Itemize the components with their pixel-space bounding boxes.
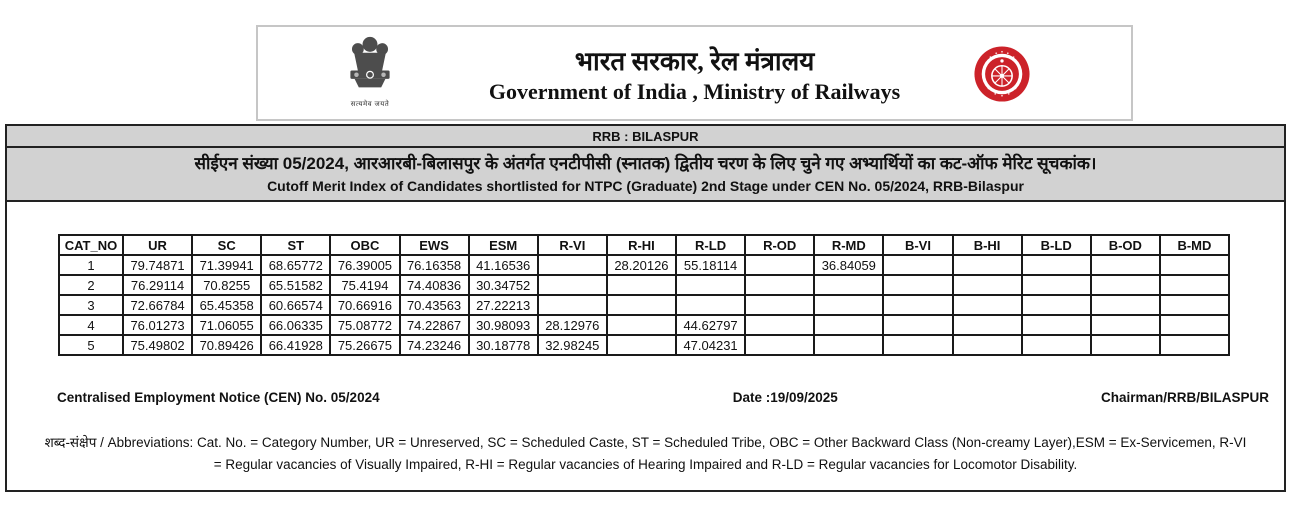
abbreviations [27, 432, 1264, 476]
table-cell: 32.98245 [538, 335, 607, 355]
table-cell: 76.16358 [400, 255, 469, 275]
column-header-R-MD: R-MD [814, 235, 883, 255]
table-row [59, 295, 1229, 315]
table-cell [1091, 275, 1160, 295]
table-cell [1091, 295, 1160, 315]
column-header-ESM: ESM [469, 235, 538, 255]
table-cell: 1 [59, 255, 123, 275]
table-cell: 4 [59, 315, 123, 335]
column-header-ST: ST [261, 235, 330, 255]
table-cell [538, 295, 607, 315]
table-cell: 36.84059 [814, 255, 883, 275]
table-cell: 47.04231 [676, 335, 745, 355]
table-cell: 5 [59, 335, 123, 355]
chairman-label: Chairman/RRB/BILASPUR [1100, 390, 1269, 405]
date-label: Date :19/09/2025 [732, 390, 838, 405]
column-header-R-VI: R-VI [538, 235, 607, 255]
table-cell [607, 275, 676, 295]
table-cell [607, 315, 676, 335]
table-cell [814, 295, 883, 315]
table-cell: 75.26675 [330, 335, 399, 355]
table-cell: 76.39005 [330, 255, 399, 275]
table-cell: 68.65772 [261, 255, 330, 275]
column-header-EWS: EWS [400, 235, 469, 255]
table-cell [1091, 335, 1160, 355]
cutoff-table-wrap [58, 234, 1230, 356]
table-cell [745, 315, 814, 335]
govt-header [256, 25, 1133, 121]
notice-title [7, 148, 1284, 202]
table-cell [676, 295, 745, 315]
column-header-OBC: OBC [330, 235, 399, 255]
table-cell: 44.62797 [676, 315, 745, 335]
table-cell [953, 335, 1022, 355]
column-header-B-LD: B-LD [1022, 235, 1091, 255]
table-cell [953, 315, 1022, 335]
table-cell: 70.43563 [400, 295, 469, 315]
table-cell: 30.34752 [469, 275, 538, 295]
table-cell [745, 295, 814, 315]
column-header-R-OD: R-OD [745, 235, 814, 255]
table-cell [814, 275, 883, 295]
table-cell: 76.01273 [123, 315, 192, 335]
table-cell [1022, 255, 1091, 275]
table-cell [883, 275, 952, 295]
abbreviations-line1: शब्द-संक्षेप / Abbreviations: Cat. No. = Category Number, UR = Unreserved, SC = Scheduled Caste, ST = Scheduled Tribe, OBC = Other Backward Class (Non-creamy Layer),ESM = Ex-Servicemen, R-VI [44, 435, 1247, 450]
table-cell [1160, 315, 1229, 335]
table-cell: 71.06055 [192, 315, 261, 335]
table-cell [1091, 255, 1160, 275]
table-cell: 66.06335 [261, 315, 330, 335]
table-cell: 65.51582 [261, 275, 330, 295]
table-cell [607, 335, 676, 355]
table-row [59, 275, 1229, 295]
table-cell: 72.66784 [123, 295, 192, 315]
column-header-SC: SC [192, 235, 261, 255]
table-cell [745, 275, 814, 295]
table-cell [745, 335, 814, 355]
header-title-hindi: भारत सरकार, रेल मंत्रालय [574, 47, 815, 76]
table-cell [814, 335, 883, 355]
column-header-R-LD: R-LD [676, 235, 745, 255]
table-cell: 30.18778 [469, 335, 538, 355]
column-header-UR: UR [123, 235, 192, 255]
table-cell [1091, 315, 1160, 335]
notice-title-english: Cutoff Merit Index of Candidates shortlisted for NTPC (Graduate) 2nd Stage under CEN No. 05/2024, RRB-Bilaspur [267, 178, 1024, 194]
table-row [59, 315, 1229, 335]
column-header-R-HI: R-HI [607, 235, 676, 255]
emblem-motto: सत्यमेव जयते [350, 101, 390, 108]
table-cell [953, 295, 1022, 315]
table-cell: 3 [59, 295, 123, 315]
table-row [59, 255, 1229, 275]
table-cell [1160, 335, 1229, 355]
header-title-english: Government of India , Ministry of Railways [488, 79, 901, 104]
table-cell [1022, 295, 1091, 315]
table-cell: 74.22867 [400, 315, 469, 335]
table-cell [607, 295, 676, 315]
table-cell [745, 255, 814, 275]
abbreviations-line2: = Regular vacancies of Visually Impaired, R-HI = Regular vacancies of Hearing Impaired and R-LD = Regular vacancies for Locomotor Disability. [213, 457, 1078, 472]
table-cell: 70.66916 [330, 295, 399, 315]
table-cell [538, 275, 607, 295]
column-header-B-HI: B-HI [953, 235, 1022, 255]
table-cell [1022, 315, 1091, 335]
table-cell: 79.74871 [123, 255, 192, 275]
table-cell [883, 255, 952, 275]
cutoff-table [58, 234, 1230, 356]
table-cell [883, 295, 952, 315]
table-cell [1022, 275, 1091, 295]
table-cell: 28.12976 [538, 315, 607, 335]
table-header-row [59, 235, 1229, 255]
table-cell: 66.41928 [261, 335, 330, 355]
column-header-B-OD: B-OD [1091, 235, 1160, 255]
table-cell [883, 315, 952, 335]
table-row [59, 335, 1229, 355]
table-cell [1160, 295, 1229, 315]
table-cell: 41.16536 [469, 255, 538, 275]
table-cell: 70.8255 [192, 275, 261, 295]
table-cell: 71.39941 [192, 255, 261, 275]
table-cell [1160, 275, 1229, 295]
table-cell: 70.89426 [192, 335, 261, 355]
table-cell [953, 255, 1022, 275]
table-cell: 60.66574 [261, 295, 330, 315]
column-header-B-VI: B-VI [883, 235, 952, 255]
rrb-banner: RRB : BILASPUR [7, 126, 1284, 148]
table-cell [1022, 335, 1091, 355]
table-cell [883, 335, 952, 355]
table-cell [676, 275, 745, 295]
indian-railways-logo-icon [973, 45, 1031, 103]
table-cell [814, 315, 883, 335]
table-cell [953, 275, 1022, 295]
table-cell: 74.23246 [400, 335, 469, 355]
table-cell: 55.18114 [676, 255, 745, 275]
table-cell: 74.40836 [400, 275, 469, 295]
table-cell: 76.29114 [123, 275, 192, 295]
table-cell: 30.98093 [469, 315, 538, 335]
notice-box [5, 124, 1286, 492]
notice-title-hindi: सीईएन संख्या 05/2024, आरआरबी-बिलासपुर के अंतर्गत एनटीपीसी (स्नातक) द्वितीय चरण के लिए चुने गए अभ्यार्थियों का कट-ऑफ मेरिट सूचकांक। [194, 154, 1097, 173]
column-header-B-MD: B-MD [1160, 235, 1229, 255]
table-cell: 65.45358 [192, 295, 261, 315]
table-cell: 75.49802 [123, 335, 192, 355]
footer-row [57, 390, 1269, 405]
column-header-CAT_NO: CAT_NO [59, 235, 123, 255]
table-cell: 27.22213 [469, 295, 538, 315]
table-cell: 28.20126 [607, 255, 676, 275]
table-cell [1160, 255, 1229, 275]
table-cell: 75.08772 [330, 315, 399, 335]
cen-notice-label: Centralised Employment Notice (CEN) No. 05/2024 [57, 390, 380, 405]
table-cell: 75.4194 [330, 275, 399, 295]
table-cell [538, 255, 607, 275]
table-cell: 2 [59, 275, 123, 295]
